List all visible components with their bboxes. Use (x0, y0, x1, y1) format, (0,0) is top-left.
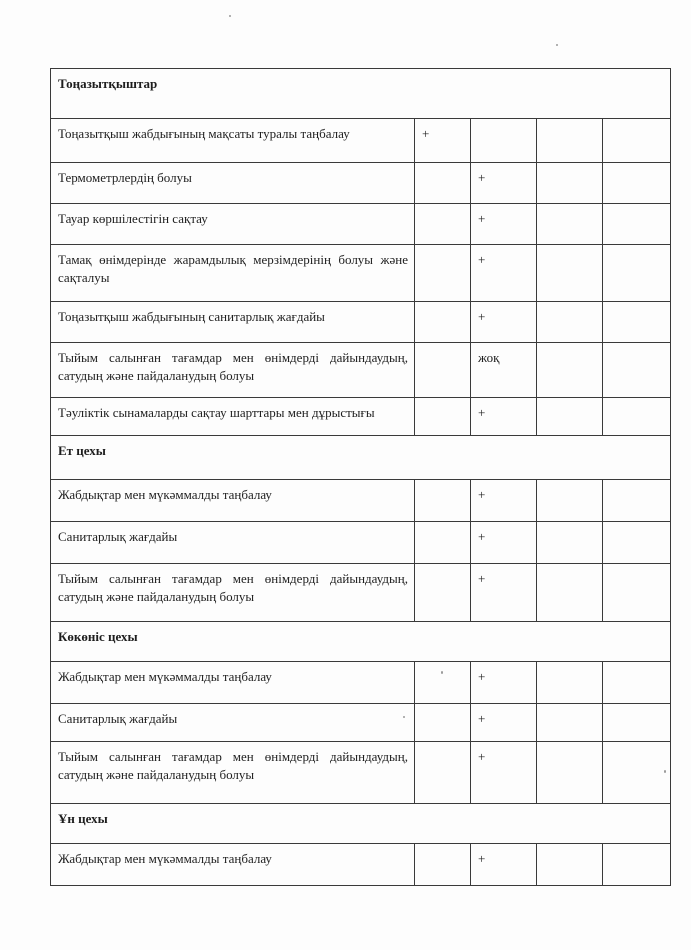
mark-cell: + (471, 564, 537, 622)
mark-cell (603, 704, 671, 742)
mark-cell (471, 119, 537, 163)
mark-cell (415, 343, 471, 398)
section-header-row (51, 69, 671, 119)
section-header-row (51, 804, 671, 844)
mark-cell (603, 662, 671, 704)
mark-cell: + (471, 480, 537, 522)
mark-cell (537, 398, 603, 436)
checklist-item: Санитарлық жағдайы (51, 522, 415, 564)
checklist-item: Термометрлердің болуы (51, 163, 415, 204)
scan-speck (664, 770, 666, 773)
mark-cell: + (471, 844, 537, 886)
scan-speck (441, 671, 443, 674)
scan-speck (229, 15, 231, 17)
checklist-item: Тоңазытқыш жабдығының мақсаты туралы таңбалау (51, 119, 415, 163)
mark-cell (603, 844, 671, 886)
mark-cell (415, 480, 471, 522)
mark-cell (415, 742, 471, 804)
mark-cell: + (471, 245, 537, 302)
mark-cell (537, 662, 603, 704)
mark-cell (415, 204, 471, 245)
table-row (51, 662, 671, 704)
checklist-item: Тауар көршілестігін сақтау (51, 204, 415, 245)
mark-cell (415, 302, 471, 343)
mark-cell (537, 245, 603, 302)
table-row (51, 163, 671, 204)
table-row (51, 398, 671, 436)
checklist-item: Жабдықтар мен мүкәммалды таңбалау (51, 662, 415, 704)
table-row (51, 564, 671, 622)
checklist-item: Тыйым салынған тағамдар мен өнімдерді дайындаудың, сатудың және пайдаланудың болуы (51, 564, 415, 622)
mark-cell (537, 204, 603, 245)
section-title: Ұн цехы (51, 804, 671, 844)
mark-cell: + (471, 662, 537, 704)
mark-cell (537, 119, 603, 163)
mark-cell (415, 704, 471, 742)
mark-cell: + (415, 119, 471, 163)
mark-cell (603, 302, 671, 343)
checklist-item: Тәуліктік сынамаларды сақтау шарттары мен дұрыстығы (51, 398, 415, 436)
checklist-item: Тыйым салынған тағамдар мен өнімдерді дайындаудың, сатудың және пайдаланудың болуы (51, 742, 415, 804)
mark-cell (537, 742, 603, 804)
mark-cell: жоқ (471, 343, 537, 398)
checklist-item: Жабдықтар мен мүкәммалды таңбалау (51, 844, 415, 886)
mark-cell: + (471, 742, 537, 804)
mark-cell (537, 480, 603, 522)
mark-cell (537, 163, 603, 204)
mark-cell (603, 742, 671, 804)
mark-cell (603, 245, 671, 302)
mark-cell (537, 302, 603, 343)
mark-cell (537, 564, 603, 622)
table-row (51, 844, 671, 886)
mark-cell: + (471, 163, 537, 204)
scan-speck (403, 716, 405, 718)
checklist-item: Санитарлық жағдайы (51, 704, 415, 742)
table-row (51, 204, 671, 245)
mark-cell: + (471, 204, 537, 245)
scan-speck (556, 44, 558, 46)
section-title: Тоңазытқыштар (51, 69, 671, 119)
checklist-item: Тамақ өнімдерінде жарамдылық мерзімдерінің болуы және сақталуы (51, 245, 415, 302)
mark-cell (603, 119, 671, 163)
table-row (51, 704, 671, 742)
mark-cell (415, 844, 471, 886)
mark-cell (537, 704, 603, 742)
mark-cell (537, 522, 603, 564)
table-row (51, 245, 671, 302)
mark-cell (603, 480, 671, 522)
mark-cell (415, 662, 471, 704)
table-row (51, 343, 671, 398)
mark-cell (603, 398, 671, 436)
mark-cell (415, 564, 471, 622)
section-header-row (51, 622, 671, 662)
section-header-row (51, 436, 671, 480)
table-row (51, 742, 671, 804)
section-title: Көкөніс цехы (51, 622, 671, 662)
checklist-item: Жабдықтар мен мүкәммалды таңбалау (51, 480, 415, 522)
mark-cell (537, 343, 603, 398)
mark-cell (603, 343, 671, 398)
mark-cell (603, 564, 671, 622)
mark-cell: + (471, 522, 537, 564)
mark-cell (603, 204, 671, 245)
checklist-item: Тоңазытқыш жабдығының санитарлық жағдайы (51, 302, 415, 343)
table-row (51, 119, 671, 163)
mark-cell (415, 163, 471, 204)
mark-cell: + (471, 398, 537, 436)
table-row (51, 480, 671, 522)
mark-cell (603, 522, 671, 564)
inspection-checklist-table (50, 68, 671, 886)
checklist-item: Тыйым салынған тағамдар мен өнімдерді дайындаудың, сатудың және пайдаланудың болуы (51, 343, 415, 398)
mark-cell (415, 522, 471, 564)
section-title: Ет цехы (51, 436, 671, 480)
mark-cell (537, 844, 603, 886)
mark-cell (603, 163, 671, 204)
table-row (51, 302, 671, 343)
mark-cell: + (471, 704, 537, 742)
mark-cell: + (471, 302, 537, 343)
mark-cell (415, 398, 471, 436)
mark-cell (415, 245, 471, 302)
table-row (51, 522, 671, 564)
